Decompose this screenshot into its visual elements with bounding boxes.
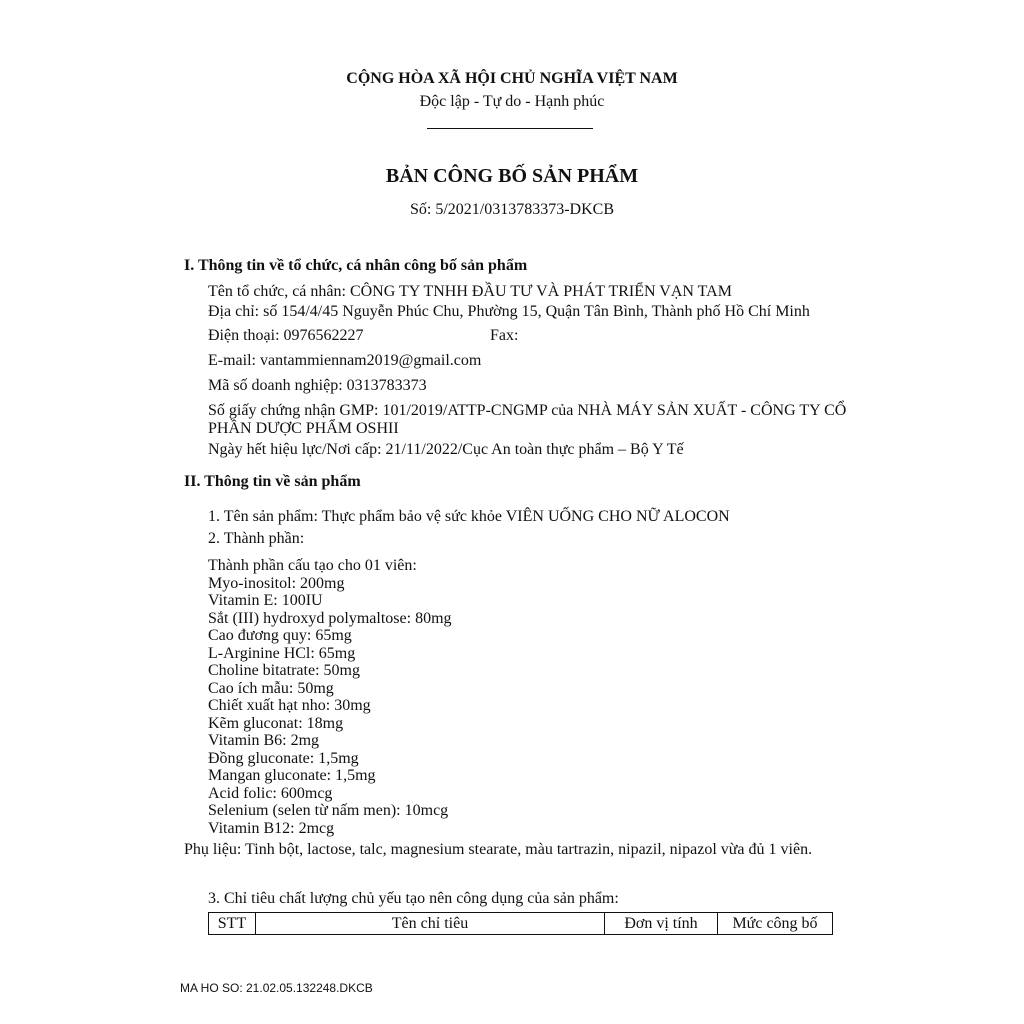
ingredient-item: Sắt (III) hydroxyd polymaltose: 80mg bbox=[208, 609, 452, 627]
quality-table bbox=[208, 912, 833, 935]
org-phone: Điện thoại: 0976562227 bbox=[208, 327, 364, 344]
org-address: Địa chỉ: số 154/4/45 Nguyễn Phúc Chu, Phường 15, Quận Tân Bình, Thành phố Hồ Chí Minh bbox=[208, 303, 810, 320]
quality-label: 3. Chỉ tiêu chất lượng chủ yếu tạo nên công dụng của sản phẩm: bbox=[208, 890, 619, 907]
org-name: Tên tổ chức, cá nhân: CÔNG TY TNHH ĐẦU TƯ VÀ PHÁT TRIỂN VẠN TAM bbox=[208, 283, 732, 300]
ingredient-item: Chiết xuất hạt nho: 30mg bbox=[208, 697, 371, 714]
ingredient-item: Đồng gluconate: 1,5mg bbox=[208, 749, 359, 767]
ingredient-item: Thành phần cấu tạo cho 01 viên: bbox=[208, 557, 417, 574]
motto: Độc lập - Tự do - Hạnh phúc bbox=[419, 93, 605, 110]
ingredient-item: Acid folic: 600mcg bbox=[208, 784, 333, 802]
ingredient-item: Cao ích mẫu: 50mg bbox=[208, 679, 334, 697]
ingredient-list bbox=[208, 557, 452, 837]
gmp-certificate: Số giấy chứng nhận GMP: 101/2019/ATTP-CNGMP của NHÀ MÁY SẢN XUẤT - CÔNG TY CỔ PHẦN DƯỢC PHẨM OSHII bbox=[208, 402, 847, 437]
ingredient-item: Choline bitatrate: 50mg bbox=[208, 662, 360, 679]
org-email: E-mail: vantammiennam2019@gmail.com bbox=[208, 352, 482, 369]
ingredient-item: Myo-inositol: 200mg bbox=[208, 574, 345, 592]
table-header-value: Mức công bố bbox=[718, 913, 833, 935]
table-header-stt: STT bbox=[209, 913, 256, 935]
section-1-heading: I. Thông tin về tổ chức, cá nhân công bố sản phẩm bbox=[184, 257, 528, 274]
section-2-heading: II. Thông tin về sản phẩm bbox=[184, 473, 361, 490]
ingredient-item: L-Arginine HCl: 65mg bbox=[208, 644, 356, 662]
product-name: 1. Tên sản phẩm: Thực phẩm bảo vệ sức khỏe VIÊN UỐNG CHO NỮ ALOCON bbox=[208, 508, 730, 525]
ingredient-item: Vitamin E: 100IU bbox=[208, 592, 323, 609]
ingredient-item: Vitamin B6: 2mg bbox=[208, 732, 320, 749]
business-code: Mã số doanh nghiệp: 0313783373 bbox=[208, 377, 427, 394]
table-header-row bbox=[209, 913, 833, 935]
ingredient-item: Selenium (selen từ nấm men): 10mcg bbox=[208, 802, 449, 819]
document-number: Số: 5/2021/0313783373-DKCB bbox=[409, 201, 614, 218]
ingredient-item: Kẽm gluconat: 18mg bbox=[208, 714, 344, 732]
excipients: Phụ liệu: Tinh bột, lactose, talc, magnesium stearate, màu tartrazin, nipazil, nipazol vừa đủ 1 viên. bbox=[184, 841, 813, 858]
nation-header: CỘNG HÒA XÃ HỘI CHỦ NGHĨA VIỆT NAM bbox=[346, 70, 678, 87]
ingredient-item: Cao đương quy: 65mg bbox=[208, 627, 352, 644]
composition-label: 2. Thành phần: bbox=[208, 530, 305, 547]
org-fax: Fax: bbox=[490, 327, 519, 344]
motto-underline bbox=[427, 128, 593, 129]
document-title: BẢN CÔNG BỐ SẢN PHẨM bbox=[385, 165, 639, 187]
ingredient-item: Vitamin B12: 2mcg bbox=[208, 819, 335, 837]
table-header-name: Tên chỉ tiêu bbox=[256, 913, 605, 935]
table-header-unit: Đơn vị tính bbox=[605, 913, 718, 935]
dossier-code: MA HO SO: 21.02.05.132248.DKCB bbox=[180, 981, 373, 995]
certificate-validity: Ngày hết hiệu lực/Nơi cấp: 21/11/2022/Cục An toàn thực phẩm – Bộ Y Tế bbox=[208, 441, 684, 458]
ingredient-item: Mangan gluconate: 1,5mg bbox=[208, 767, 376, 784]
